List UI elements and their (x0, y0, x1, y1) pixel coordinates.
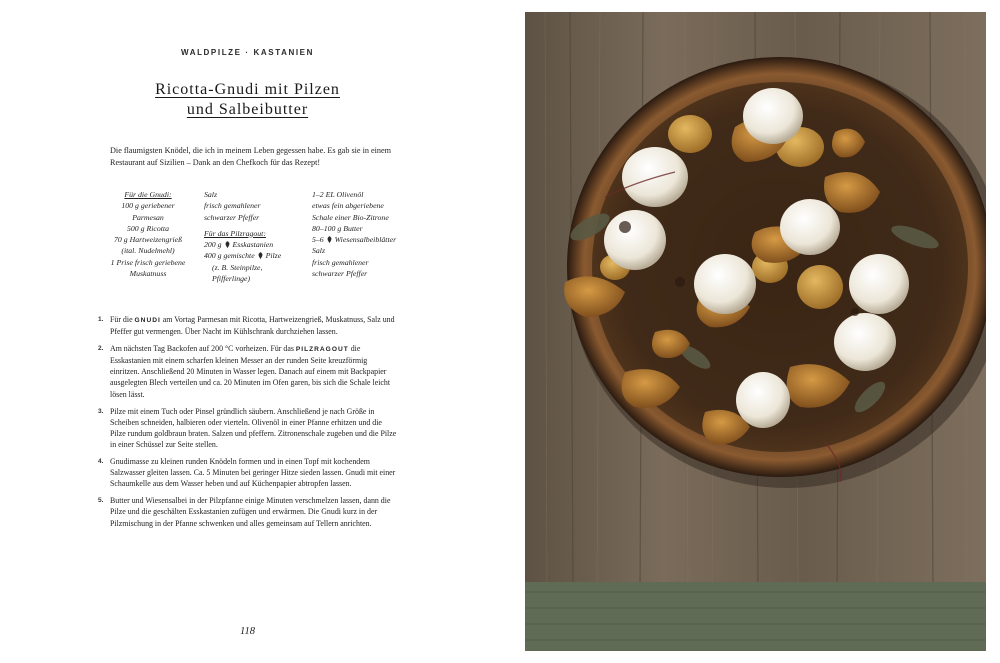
recipe-title-line-2: und Salbeibutter (186, 101, 309, 118)
method-steps (98, 314, 398, 535)
step-text: am Vortag Parmesan mit Ricotta, Hartweizengrieß, Muskatnuss, Salz und Pfeffer gut vermengen. Über Nacht im Kühlschrank durchziehen lassen. (110, 315, 395, 337)
step-text: Butter und Wiesensalbei in der Pilzpfanne einige Minuten verschmelzen lassen, dann die Pilze und die geschälten Esskastanien zufügen und erwärmen. Die Gnudi kurz in der Pilzmischung in der Pfanne schwenken und alles gemeinsam auf Tellern anrichten. (110, 496, 391, 528)
ingredient-heading-ragout: Für das Pilzragout: (204, 228, 266, 238)
ingredient-item: 80–100 g Butter (312, 223, 363, 233)
dish-photo-illustration (525, 12, 986, 651)
recipe-intro: Die flaumigsten Knödel, die ich in meinem Leben gegessen habe. Es gab sie in einem Restaurant auf Sizilien – Dank an den Chefkoch für das Rezept! (110, 146, 392, 168)
ingredient-column-butter (312, 189, 430, 279)
page-number: 118 (240, 626, 255, 637)
method-step (98, 495, 398, 528)
method-step (98, 343, 398, 399)
ingredient-amount: 400 g gemischte (204, 251, 255, 261)
ingredient-item: (ital. Nudelmehl) (121, 246, 175, 256)
chapter-label: WALDPILZE · KASTANIEN (180, 48, 314, 57)
method-step (98, 314, 398, 337)
ingredient-item: frisch gemahlener (312, 257, 369, 267)
step-text: Am nächsten Tag Backofen auf 200 °C vorheizen. Für das (110, 344, 296, 354)
ingredient-name: Wiesensalbeiblätter (334, 235, 397, 245)
ingredient-item: Muskatnuss (129, 269, 167, 279)
recipe-title-line-1: Ricotta-Gnudi mit Pilzen (155, 81, 340, 98)
ingredient-item: 500 g Ricotta (126, 223, 169, 233)
step-number: 5. (98, 497, 104, 505)
step-text: die Esskastanien mit einem scharfen kleinen Messer an der runden Seite kreuzförmig einritzen. Anschließend 20 Minuten in Wasser legen. Danach auf einem mit Backpapier ausgelegten Blech verteilen und ca. 20 Minuten im Ofen garen, bis sich die Schale leicht lösen lässt. (110, 344, 391, 399)
step-text: Pilze mit einem Tuch oder Pinsel gründlich säubern. Anschließend je nach Größe in Scheiben schneiden, halbieren oder vierteln. Olivenöl in einer Pfanne erhitzen und die Pilze rundum goldbraun braten. Salzen und pfeffern. Zitronenschale zugeben und die Pilze in einer Schüssel zur Seite stellen. (110, 406, 397, 449)
ingredient-item: 100 g geriebener (121, 201, 175, 211)
ingredient-amount: 5–6 (312, 235, 324, 245)
step-text: Für die (110, 315, 135, 324)
ingredient-item: Salz (204, 190, 217, 199)
ingredient-item: frisch gemahlener (204, 201, 261, 211)
step-number: 4. (98, 458, 104, 466)
ingredient-item: Salz (312, 246, 325, 256)
ingredient-name: Pilze (265, 251, 282, 261)
ingredient-item (204, 250, 304, 261)
ingredient-name: Esskastanien (232, 240, 274, 250)
ingredient-list (100, 189, 430, 299)
step-number: 2. (98, 345, 104, 353)
method-step (98, 456, 398, 489)
step-number: 3. (98, 407, 104, 415)
ingredient-item: Schale einer Bio-Zitrone (312, 212, 389, 222)
ingredient-column-gnudi (100, 189, 196, 279)
step-text: Gnudimasse zu kleinen runden Knödeln formen und in einen Topf mit kochendem Salzwasser gleiten lassen. Ca. 5 Minuten bei geringer Hitze sieden lassen. Gnudi mit einer Schaumkelle aus dem Wasser heben und auf Küchenpapier abtropfen lassen. (110, 457, 396, 489)
leaf-icon (257, 252, 264, 259)
leaf-icon (224, 241, 231, 248)
step-number: 1. (98, 316, 104, 323)
ingredient-item: schwarzer Pfeffer (204, 212, 260, 222)
ingredient-item: 1–2 EL Olivenöl (312, 190, 364, 199)
ingredient-heading-gnudi: Für die Gnudi: (124, 190, 172, 199)
ingredient-item (312, 234, 430, 245)
step-keyword: GNUDI (134, 317, 161, 324)
ingredient-item: schwarzer Pfeffer (312, 269, 368, 279)
leaf-icon (326, 236, 333, 243)
ingredient-item: Parmesan (132, 212, 164, 222)
ingredient-item: etwas fein abgeriebene (312, 201, 384, 211)
dish-photo (525, 12, 986, 651)
ingredient-item (204, 239, 304, 250)
method-step (98, 406, 398, 450)
step-keyword: PILZRAGOUT (295, 346, 349, 354)
recipe-title (0, 80, 495, 120)
ingredient-item: 1 Prise frisch geriebene (110, 257, 186, 267)
ingredient-item: 70 g Hartweizengrieß (113, 235, 182, 245)
ingredient-amount: 200 g (204, 240, 222, 250)
ingredient-column-ragout (204, 189, 304, 284)
ingredient-item: Pfifferlinge) (212, 274, 251, 284)
ingredient-item: (z. B. Steinpilze, (212, 262, 263, 272)
